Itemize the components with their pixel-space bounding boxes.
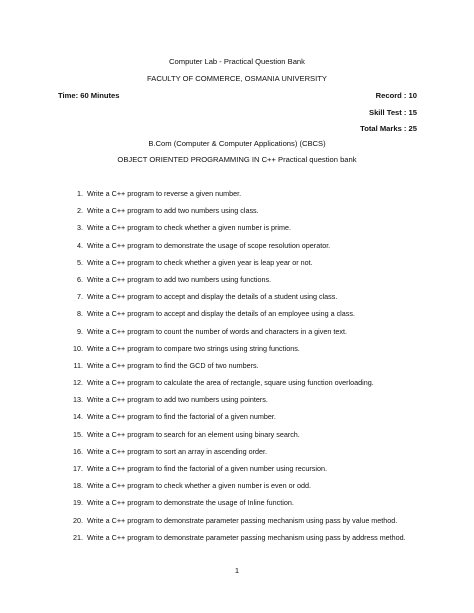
question-number: 3. (77, 223, 83, 233)
question-item (64, 378, 422, 387)
question-text: Write a C++ program to check whether a given number is even or odd. (87, 481, 311, 491)
question-number: 20. (73, 515, 83, 525)
question-item (64, 258, 422, 267)
question-number: 12. (73, 378, 83, 388)
question-number: 13. (73, 395, 83, 405)
question-item (64, 344, 422, 353)
question-item (64, 189, 422, 198)
subject-title: OBJECT ORIENTED PROGRAMMING IN C++ Practical question bank (117, 155, 357, 164)
question-number: 16. (73, 446, 83, 456)
question-text: Write a C++ program to accept and display the details of a student using class. (87, 292, 338, 302)
question-text: Write a C++ program to sort an array in ascending order. (87, 446, 268, 456)
question-item (64, 395, 422, 404)
question-number: 10. (73, 343, 83, 353)
skill-test-label: Skill Test : 15 (369, 108, 417, 117)
question-text: Write a C++ program to check whether a given year is leap year or not. (87, 257, 313, 267)
question-item (64, 275, 422, 284)
question-text: Write a C++ program to reverse a given number. (87, 189, 242, 198)
question-text: Write a C++ program to search for an element using binary search. (87, 429, 300, 439)
question-text: Write a C++ program to demonstrate the usage of Inline function. (87, 498, 294, 508)
question-item (64, 223, 422, 232)
question-item (64, 309, 422, 318)
question-number: 7. (77, 292, 83, 302)
total-marks-label: Total Marks : 25 (360, 124, 417, 133)
question-text: Write a C++ program to count the number of words and characters in a given text. (87, 326, 347, 336)
question-item (64, 412, 422, 421)
question-text: Write a C++ program to add two numbers using functions. (87, 274, 272, 284)
question-text: Write a C++ program to demonstrate the usage of scope resolution operator. (87, 240, 331, 250)
question-number: 8. (77, 309, 83, 319)
record-label: Record : 10 (375, 91, 417, 100)
question-number: 2. (77, 206, 83, 216)
question-text: Write a C++ program to check whether a given number is prime. (87, 223, 292, 233)
course-title: B.Com (Computer & Computer Applications) (CBCS) (148, 139, 326, 148)
question-item (64, 464, 422, 473)
question-list (64, 189, 422, 550)
question-number: 4. (77, 240, 83, 250)
question-number: 18. (73, 481, 83, 491)
page-number: 1 (234, 566, 240, 575)
question-number: 1. (77, 189, 83, 198)
question-text: Write a C++ program to accept and display the details of an employee using a class. (87, 309, 355, 319)
question-number: 5. (77, 257, 83, 267)
header-title: Computer Lab - Practical Question Bank (169, 57, 305, 66)
question-item (64, 430, 422, 439)
question-number: 17. (73, 464, 83, 473)
question-number: 19. (73, 498, 83, 508)
question-item (64, 481, 422, 490)
time-label: Time: 60 Minutes (58, 91, 120, 100)
question-text: Write a C++ program to add two numbers using pointers. (87, 395, 268, 405)
question-text: Write a C++ program to demonstrate parameter passing mechanism using pass by address method. (87, 532, 406, 542)
question-item (64, 498, 422, 507)
question-item (64, 447, 422, 456)
question-number: 9. (77, 326, 83, 336)
question-item (64, 516, 422, 525)
header-faculty: FACULTY OF COMMERCE, OSMANIA UNIVERSITY (147, 74, 327, 83)
question-text: Write a C++ program to add two numbers using class. (87, 206, 259, 216)
question-text: Write a C++ program to demonstrate parameter passing mechanism using pass by value method. (87, 515, 398, 525)
question-number: 14. (73, 412, 83, 422)
question-number: 11. (73, 360, 83, 370)
question-text: Write a C++ program to find the factorial of a given number using recursion. (87, 464, 327, 473)
question-number: 6. (77, 274, 83, 284)
question-number: 21. (73, 532, 83, 542)
question-item (64, 533, 422, 542)
question-item (64, 292, 422, 301)
question-text: Write a C++ program to find the factorial of a given number. (87, 412, 276, 422)
question-item (64, 361, 422, 370)
question-text: Write a C++ program to calculate the area of rectangle, square using function overloading. (87, 378, 374, 388)
question-text: Write a C++ program to find the GCD of two numbers. (87, 360, 259, 370)
question-item (64, 206, 422, 215)
question-number: 15. (73, 429, 83, 439)
question-item (64, 241, 422, 250)
question-text: Write a C++ program to compare two strings using string functions. (87, 343, 300, 353)
question-item (64, 327, 422, 336)
